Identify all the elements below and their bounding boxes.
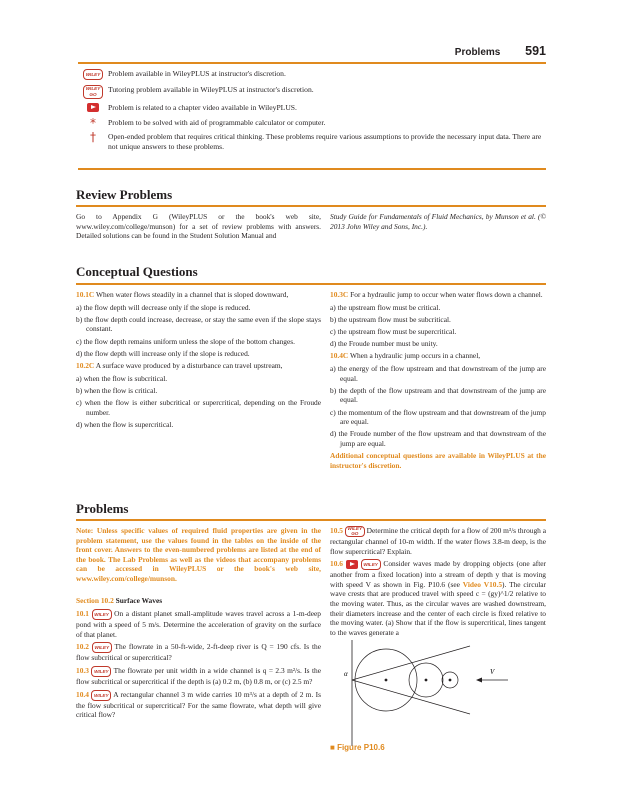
problem — [330, 559, 546, 637]
review-rule — [76, 205, 546, 207]
problem-number: 10.1 — [76, 609, 89, 619]
option: a) the flow depth will decrease only if the slope is reduced. — [76, 302, 251, 312]
problem-text: The flowrate per unit width in a wide channel is q = 2.3 m²/s. Is the flow subcritical or supercritical if the depth is (a) 0.2 m, (b) 0.8 m, or (c) 2.5 m? — [76, 666, 321, 686]
video-icon — [346, 560, 358, 569]
problem — [330, 526, 546, 556]
velocity-label: V — [490, 668, 495, 676]
problem — [76, 642, 321, 663]
legend-text: Problem is related to a chapter video available in WileyPLUS. — [108, 103, 297, 113]
figure-p10-6 — [330, 640, 546, 746]
legend-row — [78, 132, 546, 152]
question-text: A surface wave produced by a disturbance can travel upstream, — [95, 360, 283, 370]
problem-number: 10.3 — [76, 666, 89, 676]
problem-text: Consider waves made by dropping objects (one after another from a fixed location) into a stream of depth y that is moving with speed V as shown in Fig. P10.6 (see — [330, 559, 546, 589]
conceptual-left-column — [76, 290, 321, 432]
option: d) the Froude number must be unity. — [330, 339, 438, 349]
page-number: 591 — [525, 44, 546, 58]
wave-center-dot — [449, 679, 452, 682]
option: c) the momentum of the flow upstream and that downstream of the jump are equal. — [330, 407, 546, 427]
conceptual-right-column — [330, 290, 546, 471]
header-section: Problems — [454, 47, 501, 58]
review-right-text: Study Guide for Fundamentals of Fluid Mechanics, by Munson et al. (© 2013 John Wiley and Sons, Inc.). — [330, 212, 546, 231]
wileyplus-icon: WILEY — [92, 609, 112, 620]
problem-text: On a distant planet small-amplitude waves travel across a 1-m-deep pond with a speed of 5 m/s. Determine the acceleration of gravity on the surface of that planet. — [76, 609, 321, 639]
section-number: Section 10.2 — [76, 595, 114, 605]
problem-text: The flowrate in a 50-ft-wide, 2-ft-deep river is Q = 190 cfs. Is the flow subcritical or supercritical? — [76, 642, 321, 663]
wileyplus-icon: WILEY — [91, 690, 111, 701]
question-number: 10.4C — [330, 351, 349, 361]
problems-left-column — [76, 526, 321, 723]
legend-text: Problem available in WileyPLUS at instructor's discretion. — [108, 69, 286, 78]
option: a) the upstream flow must be critical. — [330, 302, 441, 312]
question — [76, 290, 321, 300]
video-link[interactable]: Video V10.5 — [462, 579, 503, 589]
option: c) the flow depth remains uniform unless the slope of the bottom changes. — [76, 336, 295, 346]
option: a) when the flow is subcritical. — [76, 373, 168, 383]
dagger-icon: † — [90, 130, 96, 145]
running-header — [455, 44, 546, 58]
question-number: 10.2C — [76, 360, 95, 370]
conceptual-rule — [76, 283, 546, 285]
wileyplus-icon: WILEY — [83, 69, 103, 80]
velocity-arrowhead — [476, 678, 482, 683]
wileyplus-go-icon: WILEY GO — [83, 85, 103, 99]
question — [330, 290, 546, 300]
question-text: For a hydraulic jump to occur when water flows down a channel. — [350, 290, 543, 299]
legend-text: Problem to be solved with aid of programmable calculator or computer. — [108, 117, 326, 127]
wileyplus-icon: WILEY — [361, 559, 381, 570]
figure-caption: ■ Figure P10.6 — [330, 743, 385, 752]
problem-number: 10.5 — [330, 526, 343, 536]
wileyplus-go-icon: WILEY GO — [345, 526, 365, 537]
problem-text: ). The circular wave crests that are produced travel with speed c = (gy)^1/2 relative to the moving water. Thus, as the circular waves are washed downstream, their diameters increase and the center of each circle is fixed relative to the moving water. (a) Show that if the flow is supercritical, lines tangent to the waves generate a — [330, 579, 546, 637]
legend-row — [78, 115, 546, 130]
tangent-line-lower — [352, 680, 470, 714]
wave-center-dot — [385, 679, 388, 682]
option: d) when the flow is supercritical. — [76, 419, 174, 429]
section-name: Surface Waves — [115, 595, 163, 605]
additional-questions-note: Additional conceptual questions are available in WileyPLUS at the instructor's discretion. — [330, 451, 546, 471]
problems-title: Problems — [76, 501, 129, 516]
legend-text: Open-ended problem that requires critical thinking. These problems require various assumptions to provide the necessary input data. There are not unique answers to these problems. — [108, 132, 542, 152]
problems-rule — [76, 519, 546, 521]
option: d) the Froude number of the flow upstream and that downstream of the jump are equal. — [330, 429, 546, 448]
option: c) when the flow is either subcritical or supercritical, depending on the Froude number. — [76, 397, 321, 417]
question-text: When water flows steadily in a channel that is sloped downward, — [96, 290, 289, 299]
alpha-label: α — [344, 670, 348, 678]
problem-text: Determine the critical depth for a flow of 200 m³/s through a rectangular channel of 10-m width. If the water flows 3.8-m deep, is the flow supercritical? Explain. — [330, 526, 546, 556]
problems-right-column — [330, 526, 546, 640]
question-text: When a hydraulic jump occurs in a channel, — [350, 351, 481, 361]
wileyplus-icon: WILEY — [91, 666, 111, 677]
option: b) the upstream flow must be subcritical. — [330, 314, 451, 324]
problem — [76, 609, 321, 639]
problem — [76, 666, 321, 687]
option: d) the flow depth will increase only if the slope is reduced. — [76, 348, 250, 358]
problem-text: A rectangular channel 3 m wide carries 10 m³/s at a depth of 2 m. Is the flow subcritical or supercritical? For the same flowrate, what depth will give critical flow? — [76, 689, 321, 720]
legend-text: Tutoring problem available in WileyPLUS at instructor's discretion. — [108, 84, 314, 94]
question-number: 10.3C — [330, 290, 349, 299]
figure-caption-text: Figure P10.6 — [337, 743, 385, 752]
problem-number: 10.6 — [330, 559, 343, 569]
video-icon — [87, 103, 99, 112]
option: c) the upstream flow must be supercritical. — [330, 326, 457, 336]
question — [76, 361, 321, 371]
wave-center-dot — [425, 679, 428, 682]
question — [330, 351, 546, 361]
problem — [76, 690, 321, 720]
legend-rule — [78, 168, 546, 170]
question-number: 10.1C — [76, 290, 95, 299]
problem-number: 10.4 — [76, 689, 89, 699]
asterisk-icon: * — [90, 115, 96, 130]
legend-row — [78, 103, 546, 113]
conceptual-title: Conceptual Questions — [76, 264, 198, 279]
option: a) the energy of the flow upstream and that downstream of the jump are equal. — [330, 363, 546, 383]
problem-number: 10.2 — [76, 642, 89, 652]
option: b) when the flow is critical. — [76, 385, 158, 395]
option: b) the depth of the flow upstream and that downstream of the jump are equal. — [330, 385, 546, 405]
problems-note: Note: Unless specific values of required fluid properties are given in the problem statement, use the values found in the tables on the inside of the front cover. Answers to the even-numbered problems are listed at the end of the book. The Lab Problems as well as the videos that accompany problems can be accessed in WileyPLUS or the book's web site, www.wiley.com/college/munson. — [76, 526, 321, 583]
wileyplus-icon: WILEY — [92, 642, 112, 653]
tangent-line-upper — [352, 646, 470, 680]
review-title: Review Problems — [76, 187, 173, 202]
legend-row — [78, 85, 546, 99]
icon-legend — [78, 69, 546, 157]
header-rule — [78, 62, 546, 64]
legend-row — [78, 69, 546, 80]
option: b) the flow depth could increase, decrease, or stay the same even if the slope stays constant. — [76, 314, 321, 334]
section-heading — [76, 596, 321, 606]
review-left-text: Go to Appendix G (WileyPLUS or the book's web site, www.wiley.com/college/munson) for a set of review problems with answers. Detailed solutions can be found in the Student Solution Manual and — [76, 212, 321, 241]
